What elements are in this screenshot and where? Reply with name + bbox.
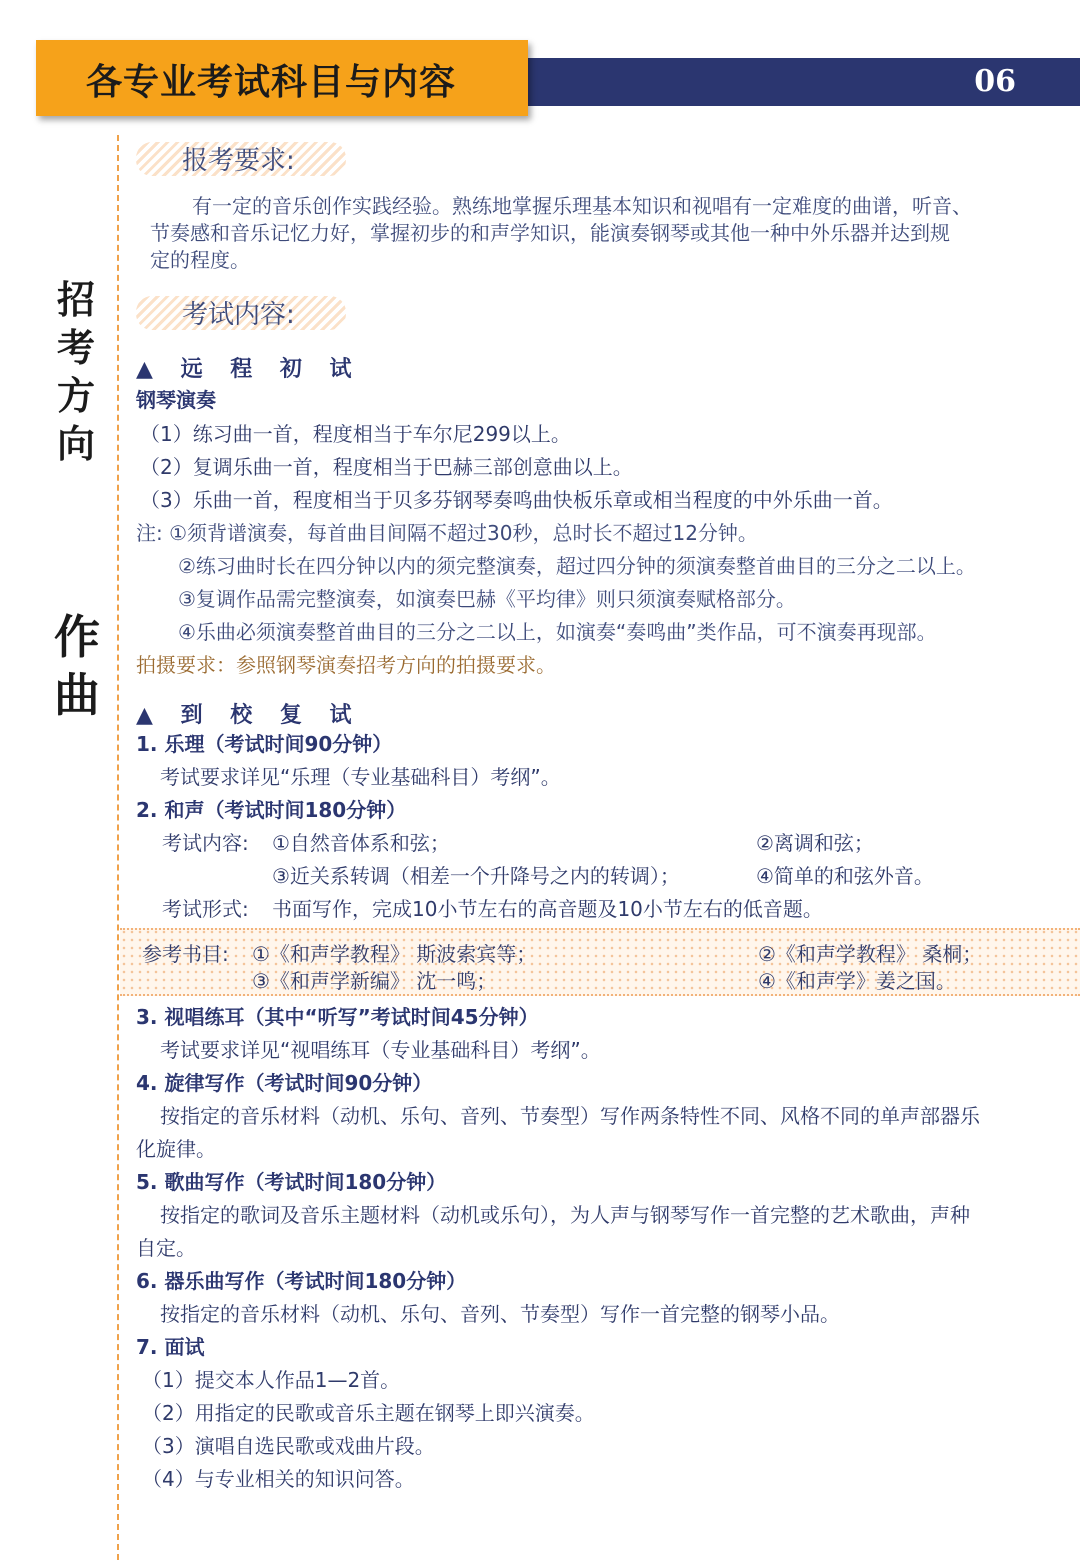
onsite-stage-title: ▲ 到 校 复 试 [136, 703, 362, 728]
title-box [36, 40, 528, 116]
section-title: 4. 旋律写作（考试时间90分钟） [136, 1071, 433, 1095]
requirements-line: 节奏感和音乐记忆力好，掌握初步的和声学知识，能演奏钢琴或其他一种中外乐器并达到规 [150, 221, 950, 245]
side-char: 作 [54, 610, 100, 664]
section-text: 按指定的音乐材料（动机、乐句、音列、节奏型）写作两条特性不同、风格不同的单声部器乐 [160, 1104, 980, 1128]
side-label-direction [54, 276, 98, 468]
vertical-divider [117, 135, 119, 1560]
section-text: 考试要求详见“视唱练耳（专业基础科目）考纲”。 [160, 1038, 601, 1062]
requirements-line: 有一定的音乐创作实践经验。熟练地掌握乐理基本知识和视唱有一定难度的曲谱，听音、 [192, 194, 972, 218]
section-title: 3. 视唱练耳（其中“听写”考试时间45分钟） [136, 1005, 539, 1029]
heading-text: 考试内容: [182, 300, 295, 330]
side-char: 向 [56, 422, 95, 466]
band-border [120, 928, 1080, 930]
harmony-content-item: ③近关系转调（相差一个升降号之内的转调）； [272, 864, 680, 888]
requirements-line: 定的程度。 [150, 248, 250, 272]
section-title: 1. 乐理（考试时间90分钟） [136, 732, 393, 756]
heading-text: 报考要求: [182, 146, 295, 176]
remote-note: ③复调作品需完整演奏，如演奏巴赫《平均律》则只须演奏赋格部分。 [178, 587, 796, 611]
section-title: 5. 歌曲写作（考试时间180分钟） [136, 1170, 447, 1194]
harmony-content-item: ①自然音体系和弦； [272, 831, 450, 855]
shooting-requirement: 拍摄要求：参照钢琴演奏招考方向的拍摄要求。 [136, 653, 556, 677]
remote-note: ④乐曲必须演奏整首曲目的三分之二以上，如演奏“奏鸣曲”类作品，可不演奏再现部。 [178, 620, 937, 644]
harmony-content-item: ④简单的和弦外音。 [756, 864, 934, 888]
remote-item: （3）乐曲一首，程度相当于贝多芬钢琴奏鸣曲快板乐章或相当程度的中外乐曲一首。 [140, 488, 893, 512]
reference-book: ④《和声学》姜之国。 [758, 969, 956, 993]
page-title: 各专业考试科目与内容 [86, 62, 457, 103]
remote-note: ②练习曲时长在四分钟以内的须完整演奏，超过四分钟的须演奏整首曲目的三分之二以上。 [178, 554, 976, 578]
interview-item: （1）提交本人作品1—2首。 [142, 1368, 401, 1392]
interview-item: （3）演唱自选民歌或戏曲片段。 [142, 1434, 435, 1458]
remote-note: 注: ①须背谱演奏，每首曲目间隔不超过30秒，总时长不超过12分钟。 [136, 521, 758, 545]
band-border [120, 994, 1080, 996]
remote-subject: 钢琴演奏 [136, 388, 216, 412]
side-char: 招 [56, 278, 95, 322]
side-char: 考 [56, 326, 95, 370]
section-text: 按指定的歌词及音乐主题材料（动机或乐句），为人声与钢琴写作一首完整的艺术歌曲，声种 [160, 1203, 970, 1227]
reference-books-label: 参考书目: [142, 942, 229, 966]
section-text: 按指定的音乐材料（动机、乐句、音列、节奏型）写作一首完整的钢琴小品。 [160, 1302, 840, 1326]
section-title: 2. 和声（考试时间180分钟） [136, 798, 407, 822]
remote-item: （2）复调乐曲一首，程度相当于巴赫三部创意曲以上。 [140, 455, 633, 479]
harmony-form-label: 考试形式: [162, 897, 249, 921]
reference-book: ①《和声学教程》 斯波索宾等； [252, 942, 537, 966]
side-label-major [54, 608, 98, 724]
remote-stage-title: ▲ 远 程 初 试 [136, 357, 362, 382]
remote-item: （1）练习曲一首，程度相当于车尔尼299以上。 [140, 422, 571, 446]
side-char: 方 [56, 374, 95, 418]
interview-item: （4）与专业相关的知识问答。 [142, 1467, 415, 1491]
harmony-content-label: 考试内容: [162, 831, 249, 855]
side-char: 曲 [54, 668, 100, 722]
harmony-content-item: ②离调和弦； [756, 831, 874, 855]
section-text: 化旋律。 [136, 1137, 216, 1161]
interview-item: （2）用指定的民歌或音乐主题在钢琴上即兴演奏。 [142, 1401, 595, 1425]
section-text: 考试要求详见“乐理（专业基础科目）考纲”。 [160, 765, 561, 789]
reference-book: ②《和声学教程》 桑桐； [758, 942, 983, 966]
page-number: 06 [974, 64, 1016, 99]
reference-book: ③《和声学新编》 沈一鸣； [252, 969, 497, 993]
section-text: 自定。 [136, 1236, 196, 1260]
section-title: 7. 面试 [136, 1335, 205, 1359]
harmony-form-text: 书面写作，完成10小节左右的高音题及10小节左右的低音题。 [272, 897, 823, 921]
section-title: 6. 器乐曲写作（考试时间180分钟） [136, 1269, 467, 1293]
